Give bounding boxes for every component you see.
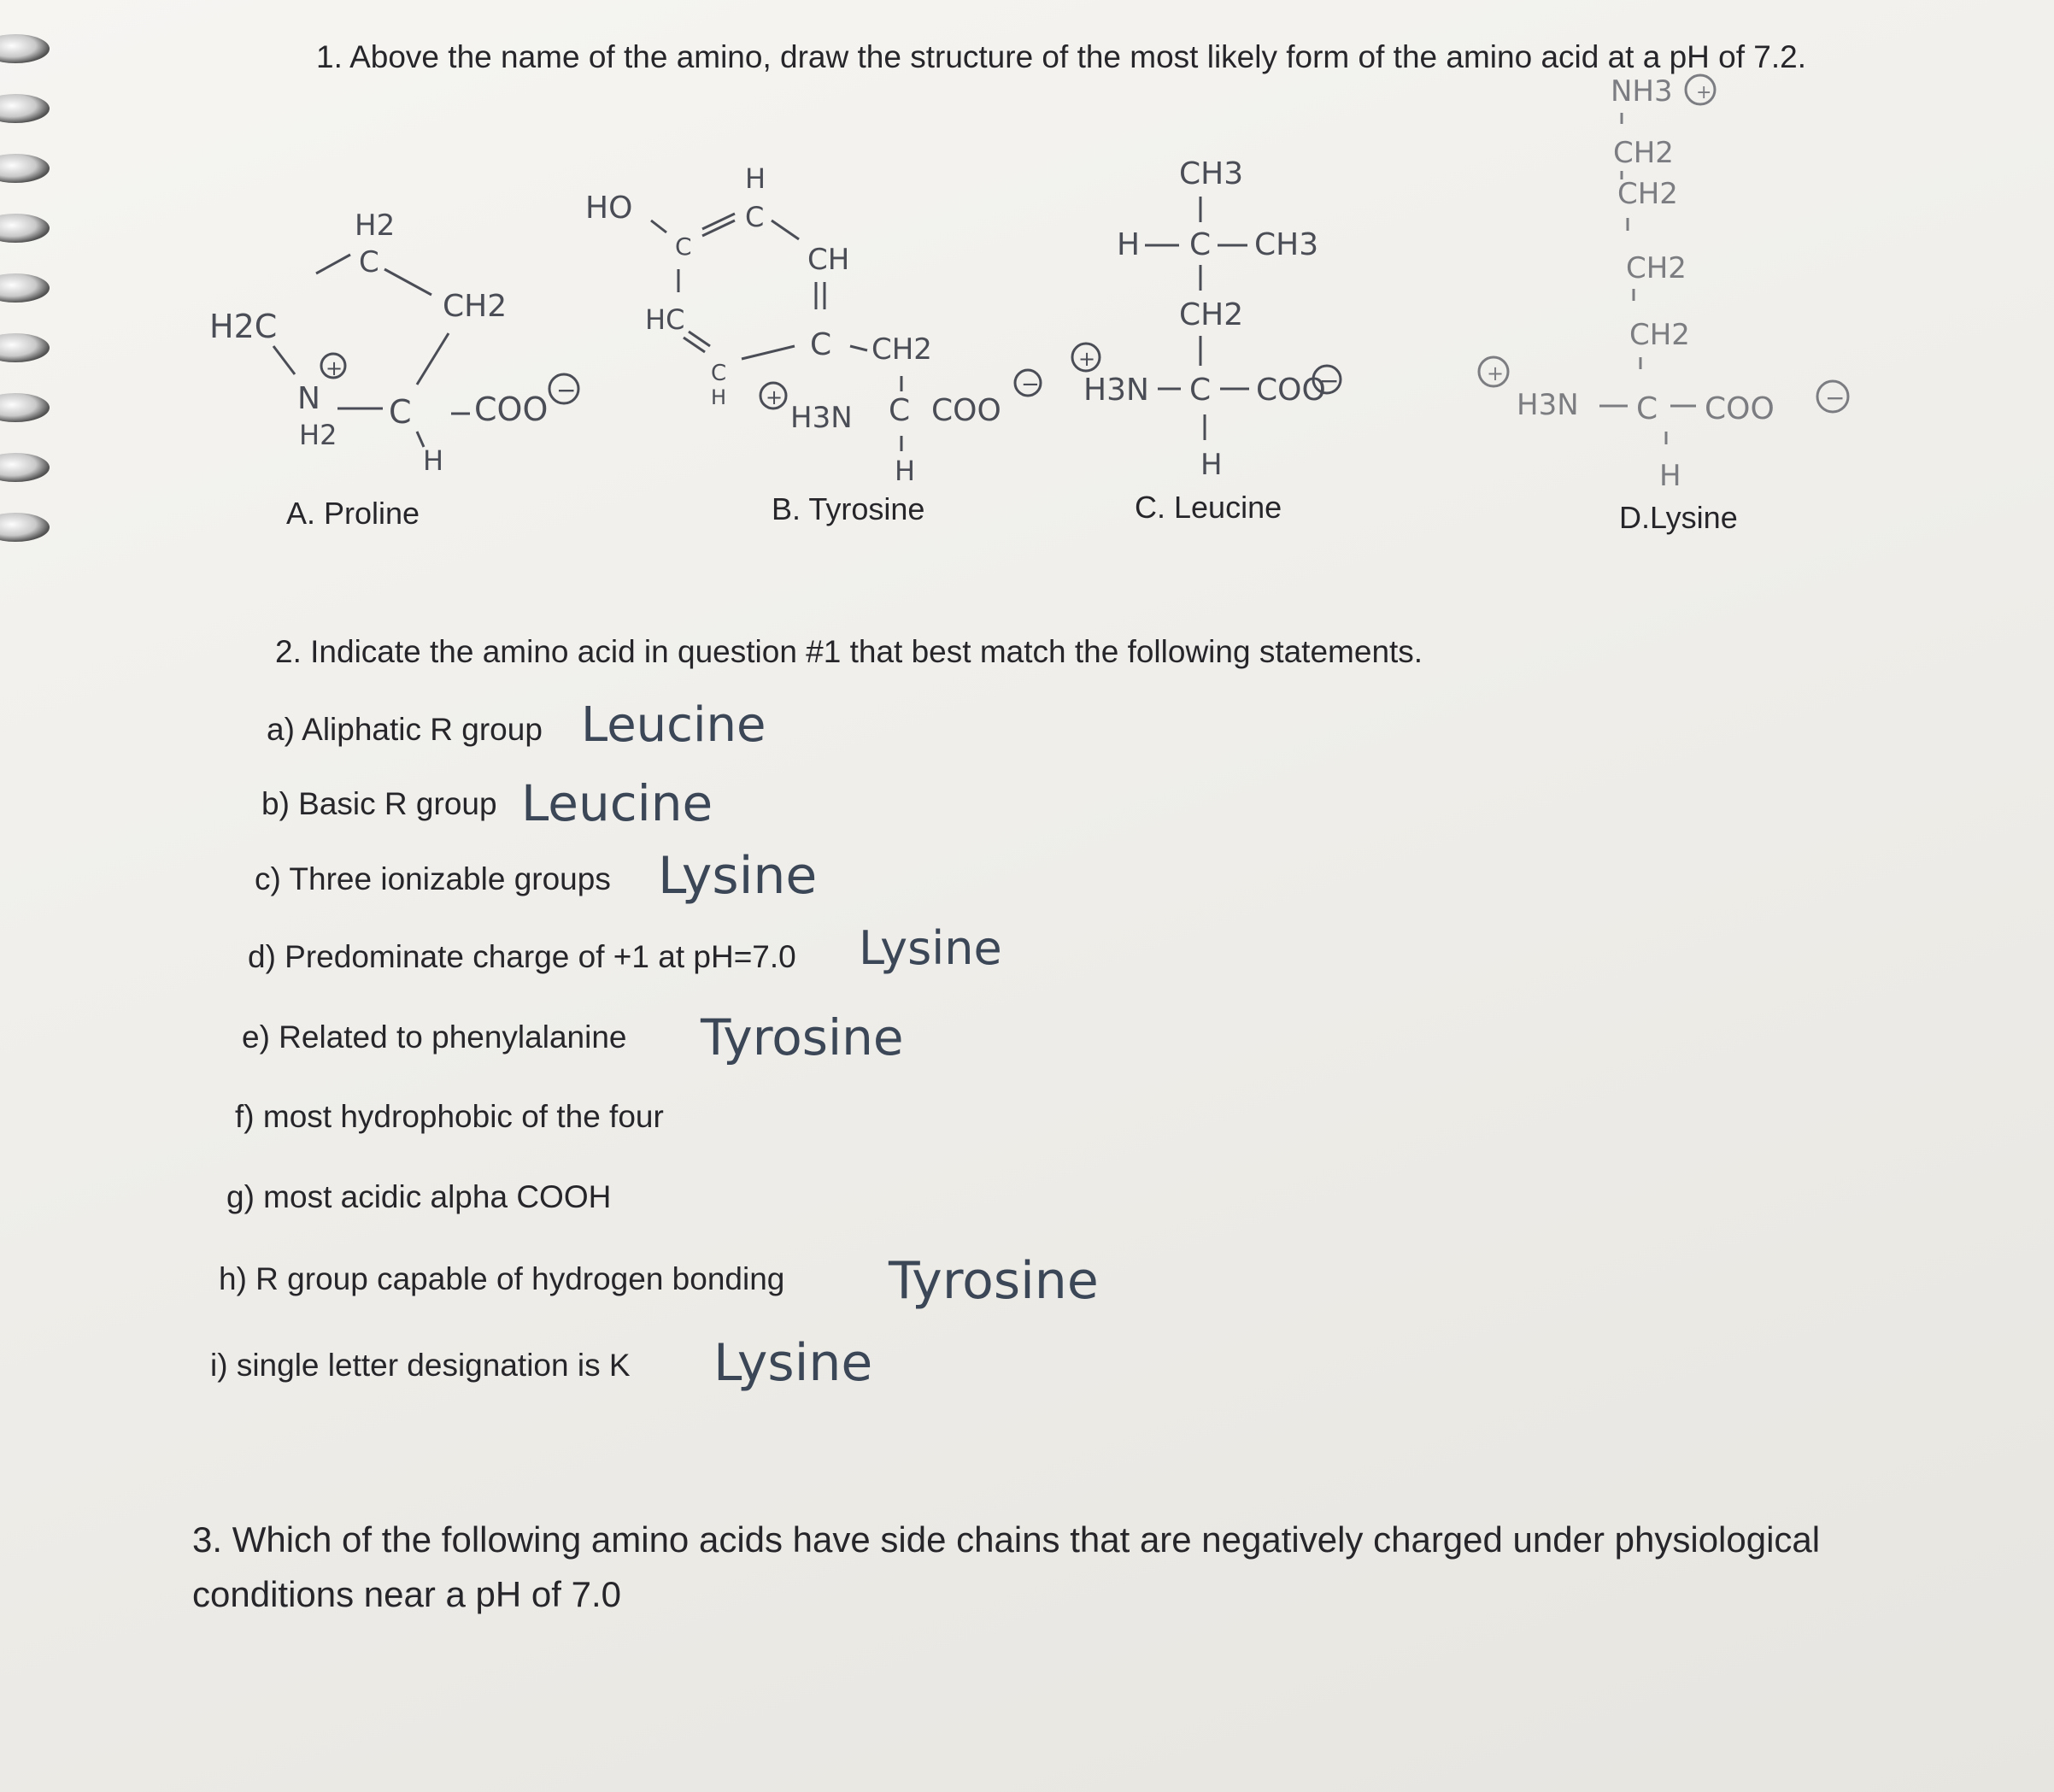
tyrosine-amine: H3N [790, 401, 853, 435]
lysine-structure [1479, 74, 1848, 493]
leucine-minus-sign: − [1319, 367, 1340, 395]
lysine-amine: H3N [1517, 388, 1579, 422]
q2-item-c: c) Three ionizable groups [255, 861, 611, 896]
label-tyrosine: B. Tyrosine [772, 491, 925, 526]
label-lysine: D.Lysine [1619, 500, 1738, 535]
tyrosine-structure [585, 162, 1041, 487]
q2-answer-d: Lysine [859, 921, 1002, 975]
lysine-nh3: NH3 [1611, 74, 1673, 109]
leucine-alpha-c: C [1189, 373, 1212, 408]
q2-answer-e: Tyrosine [701, 1008, 904, 1066]
question-1: 1. Above the name of the amino, draw the structure of the most likely form of the amino acid at a pH of 7.2. [316, 39, 1807, 74]
leucine-ch3-right: CH3 [1254, 227, 1319, 262]
q2-answer-i: Lysine [713, 1333, 873, 1393]
proline-alpha-h: H [423, 444, 444, 477]
tyrosine-ring-top-c: C [745, 201, 765, 233]
lysine-ch2-1: CH2 [1613, 136, 1674, 170]
lysine-alpha-h: H [1659, 459, 1681, 493]
tyrosine-plus-sign: + [766, 385, 783, 409]
q2-item-f: f) most hydrophobic of the four [235, 1099, 664, 1134]
proline-plus-sign: + [326, 356, 343, 380]
leucine-amine: H3N [1083, 373, 1149, 408]
lysine-nh3-plus-sign: + [1696, 82, 1712, 103]
q2-item-b: b) Basic R group [261, 786, 497, 821]
leucine-c: C [1189, 227, 1212, 262]
leucine-plus-sign: + [1078, 347, 1096, 371]
leucine-alpha-h: H [1200, 448, 1223, 482]
tyrosine-ring-c1: C [675, 232, 692, 261]
leucine-ch3-top: CH3 [1179, 156, 1244, 191]
tyrosine-ring-h3: H [711, 385, 727, 409]
proline-minus-sign: − [556, 376, 577, 404]
q2-answer-h: Tyrosine [889, 1251, 1099, 1311]
tyrosine-minus-sign: − [1021, 372, 1040, 397]
leucine-h: H [1117, 227, 1141, 262]
q2-item-g: g) most acidic alpha COOH [226, 1179, 612, 1214]
question-2: 2. Indicate the amino acid in question #1 that best match the following statements. [275, 634, 1423, 669]
proline-right-ch2: CH2 [443, 289, 508, 324]
proline-n-h2: H2 [299, 419, 337, 451]
q2-item-a: a) Aliphatic R group [267, 712, 543, 747]
tyrosine-alpha-c: C [889, 393, 911, 428]
lysine-alpha-c: C [1636, 391, 1658, 426]
tyrosine-ring-top-h: H [745, 162, 766, 195]
q2-answer-a: Leucine [581, 697, 766, 753]
lysine-ch2-2: CH2 [1617, 177, 1678, 211]
label-leucine: C. Leucine [1135, 490, 1282, 525]
tyrosine-ho: HO [585, 191, 633, 226]
proline-left-ch2: H2C [209, 308, 278, 345]
q2-item-d: d) Predominate charge of +1 at pH=7.0 [248, 939, 796, 974]
q2-item-e: e) Related to phenylalanine [242, 1019, 627, 1055]
leucine-ch2: CH2 [1179, 297, 1244, 332]
tyrosine-hc: HC [645, 303, 685, 336]
proline-structure [209, 209, 578, 477]
proline-carboxyl: COO [474, 391, 549, 428]
leucine-structure [1072, 156, 1341, 482]
lysine-ch2-4: CH2 [1629, 318, 1690, 352]
lysine-minus-sign: − [1825, 384, 1846, 412]
proline-ring-top-h2: H2 [355, 209, 396, 243]
lysine-ch2-3: CH2 [1626, 251, 1687, 285]
question-3: 3. Which of the following amino acids have side chains that are negatively charged under physiological conditions near a pH of 7.0 [192, 1519, 1821, 1614]
tyrosine-carboxyl: COO [931, 393, 1001, 428]
leucine-carboxyl: COO [1256, 373, 1326, 408]
label-proline: A. Proline [286, 496, 420, 531]
q2-answer-b: Leucine [521, 774, 713, 832]
proline-alpha-c: C [389, 393, 412, 431]
tyrosine-side-c: C [810, 327, 832, 362]
proline-ring-top-c: C [359, 245, 379, 279]
q2-item-i: i) single letter designation is K [210, 1348, 631, 1383]
tyrosine-alpha-h: H [895, 455, 916, 487]
tyrosine-ch2: CH2 [871, 332, 932, 367]
proline-nitrogen: N [297, 381, 320, 416]
q2-answer-c: Lysine [658, 846, 818, 906]
lysine-carboxyl: COO [1705, 391, 1775, 426]
tyrosine-ring-c3: C [711, 361, 727, 386]
lysine-plus-sign: + [1487, 361, 1505, 385]
tyrosine-ch: CH [807, 243, 850, 277]
q2-item-h: h) R group capable of hydrogen bonding [219, 1261, 785, 1296]
